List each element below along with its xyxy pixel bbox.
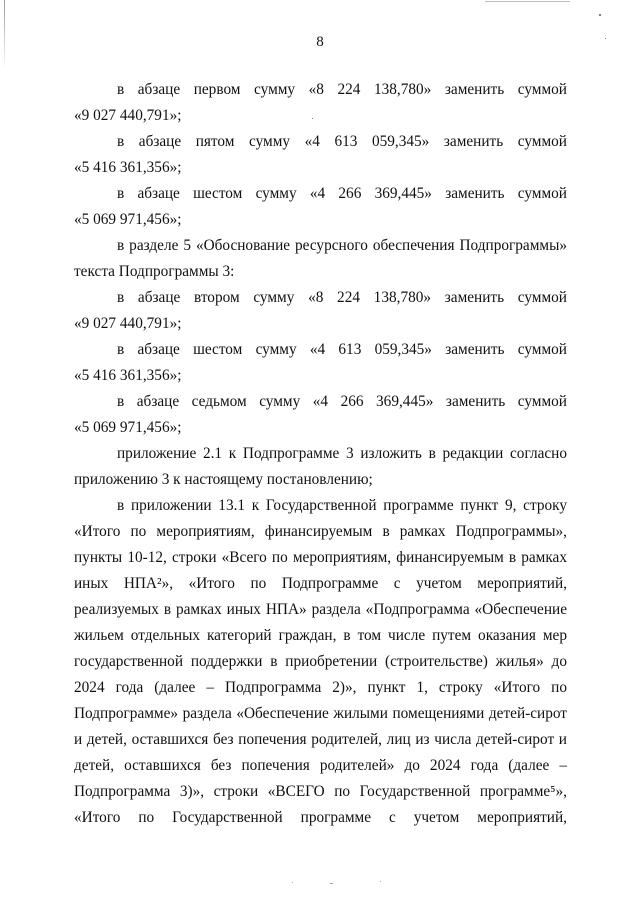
document-body bbox=[74, 77, 567, 831]
paragraph-line: в абзаце шестом сумму «4 266 369,445» заменить суммой bbox=[117, 185, 567, 202]
scan-speck bbox=[380, 881, 381, 882]
paragraph-line: «5 069 971,456»; bbox=[74, 419, 182, 436]
paragraph-line: государственной поддержки в приобретении (строительстве) жилья» до bbox=[74, 653, 567, 670]
paragraph bbox=[74, 129, 567, 181]
paragraph-line: 2024 года (далее – Подпрограмма 2)», пункт 1, строку «Итого по bbox=[74, 679, 567, 696]
paragraph bbox=[74, 493, 567, 831]
paragraph bbox=[74, 77, 567, 129]
paragraph-line: приложению 3 к настоящему постановлению; bbox=[74, 471, 373, 488]
paragraph bbox=[74, 337, 567, 389]
paragraph-line: «5 416 361,356»; bbox=[74, 159, 182, 176]
scan-top-line bbox=[485, 1, 570, 2]
paragraph-line: «Итого по Государственной программе с учетом мероприятий, bbox=[74, 809, 567, 826]
paragraph-line: детей, оставшихся без попечения родителей» до 2024 года (далее – bbox=[74, 757, 567, 774]
paragraph-line: реализуемых в рамках иных НПА» раздела «Подпрограмма «Обеспечение bbox=[74, 601, 567, 618]
paragraph-line: в абзаце первом сумму «8 224 138,780» заменить суммой bbox=[117, 81, 567, 98]
paragraph-line: текста Подпрограммы 3: bbox=[74, 263, 235, 280]
paragraph-line: «9 027 440,791»; bbox=[74, 315, 182, 332]
paragraph-line: «Итого по мероприятиям, финансируемым в рамках Подпрограммы», bbox=[74, 523, 567, 540]
paragraph-line: в абзаце пятом сумму «4 613 059,345» заменить суммой bbox=[117, 133, 567, 150]
page-number: 8 bbox=[316, 34, 324, 50]
paragraph-line: «5 069 971,456»; bbox=[74, 211, 182, 228]
paragraph-line: иных НПА²», «Итого по Подпрограмме с учетом мероприятий, bbox=[74, 575, 567, 592]
paragraph bbox=[74, 389, 567, 441]
paragraph-line: «9 027 440,791»; bbox=[74, 107, 182, 124]
scan-speck bbox=[599, 14, 601, 16]
paragraph bbox=[74, 285, 567, 337]
paragraph-line: Подпрограмма 3)», строки «ВСЕГО по Государственной программе⁵», bbox=[74, 783, 567, 800]
paragraph-line: и детей, оставшихся без попечения родителей, лиц из числа детей-сирот и bbox=[74, 731, 567, 748]
paragraph-line: в абзаце шестом сумму «4 613 059,345» заменить суммой bbox=[117, 341, 567, 358]
paragraph-line: приложение 2.1 к Подпрограмме 3 изложить в редакции согласно bbox=[117, 445, 567, 462]
paragraph bbox=[74, 181, 567, 233]
paragraph-line: пункты 10-12, строки «Всего по мероприятиям, финансируемым в рамках bbox=[74, 549, 567, 566]
paragraph-line: «5 416 361,356»; bbox=[74, 367, 182, 384]
scan-speck bbox=[292, 882, 293, 883]
scan-speck bbox=[330, 883, 333, 884]
paragraph-line: жильем отдельных категорий граждан, в том числе путем оказания мер bbox=[74, 627, 567, 644]
paragraph bbox=[74, 441, 567, 493]
paragraph-line: в разделе 5 «Обоснование ресурсного обеспечения Подпрограммы» bbox=[117, 237, 567, 254]
paragraph-line: в абзаце седьмом сумму «4 266 369,445» заменить суммой bbox=[117, 393, 567, 410]
paragraph-line: Подпрограмме» раздела «Обеспечение жилыми помещениями детей-сирот bbox=[74, 705, 567, 722]
paragraph-line: в приложении 13.1 к Государственной программе пункт 9, строку bbox=[117, 497, 567, 514]
paragraph-line: в абзаце втором сумму «8 224 138,780» заменить суммой bbox=[117, 289, 567, 306]
paragraph bbox=[74, 233, 567, 285]
